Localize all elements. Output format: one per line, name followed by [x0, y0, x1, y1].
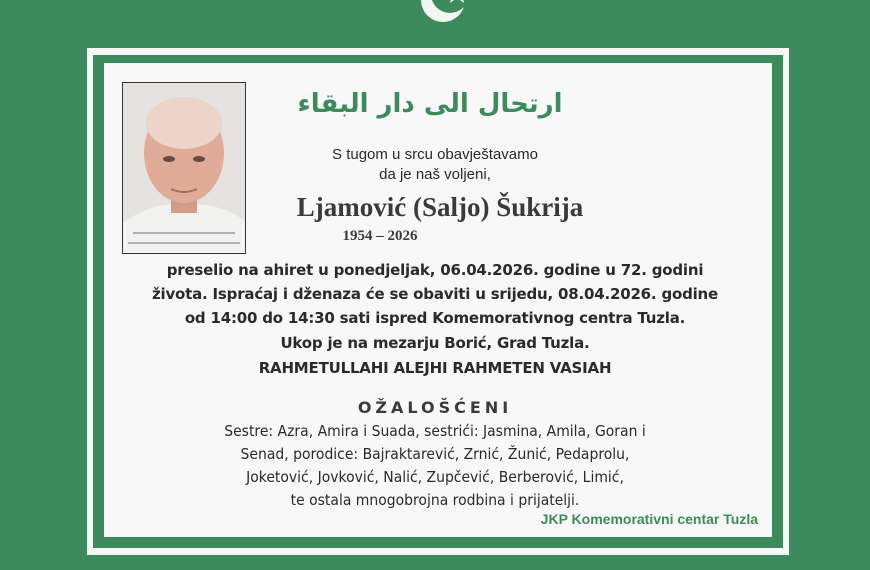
- body-line: RAHMETULLAHI ALEJHI RAHMETEN VASIAH: [258, 359, 612, 377]
- body-line: preselio na ahiret u ponedjeljak, 06.04.2026. godine u 72. godini: [166, 261, 704, 279]
- mourners-line: Senad, porodice: Bajraktarević, Zrnić, Žunić, Pedaprolu,: [240, 445, 630, 463]
- deceased-name: Ljamović (Saljo) Šukrija: [296, 192, 584, 222]
- body-line: života. Ispraćaj i dženaza će se obaviti u srijedu, 08.04.2026. godine: [151, 285, 719, 303]
- crescent-star-icon: [410, 0, 480, 37]
- body-line: od 14:00 do 14:30 sati ispred Komemorativnog centra Tuzla.: [184, 309, 686, 327]
- life-years: 1954 – 2026: [342, 228, 418, 244]
- signature: JKP Komemorativni centar Tuzla: [540, 511, 758, 527]
- mourners-line: Joketović, Jovković, Nalić, Zupčević, Berberović, Limić,: [246, 468, 624, 486]
- mourners-line: Sestre: Azra, Amira i Suada, sestrići: Jasmina, Amila, Goran i: [224, 422, 646, 440]
- intro-line: S tugom u srcu obavještavamo: [332, 146, 538, 163]
- intro-line: da je naš voljeni,: [379, 166, 491, 183]
- arabic-calligraphy: [297, 64, 563, 134]
- body-line: Ukop je na mezarju Borić, Grad Tuzla.: [280, 334, 590, 352]
- mourners-heading: OŽALOŠĆENI: [357, 398, 513, 417]
- svg-text:ارتحال الى دار البقاء: ارتحال الى دار البقاء: [297, 89, 563, 119]
- mourners-line: te ostala mnogobrojna rodbina i prijatelji.: [290, 491, 580, 509]
